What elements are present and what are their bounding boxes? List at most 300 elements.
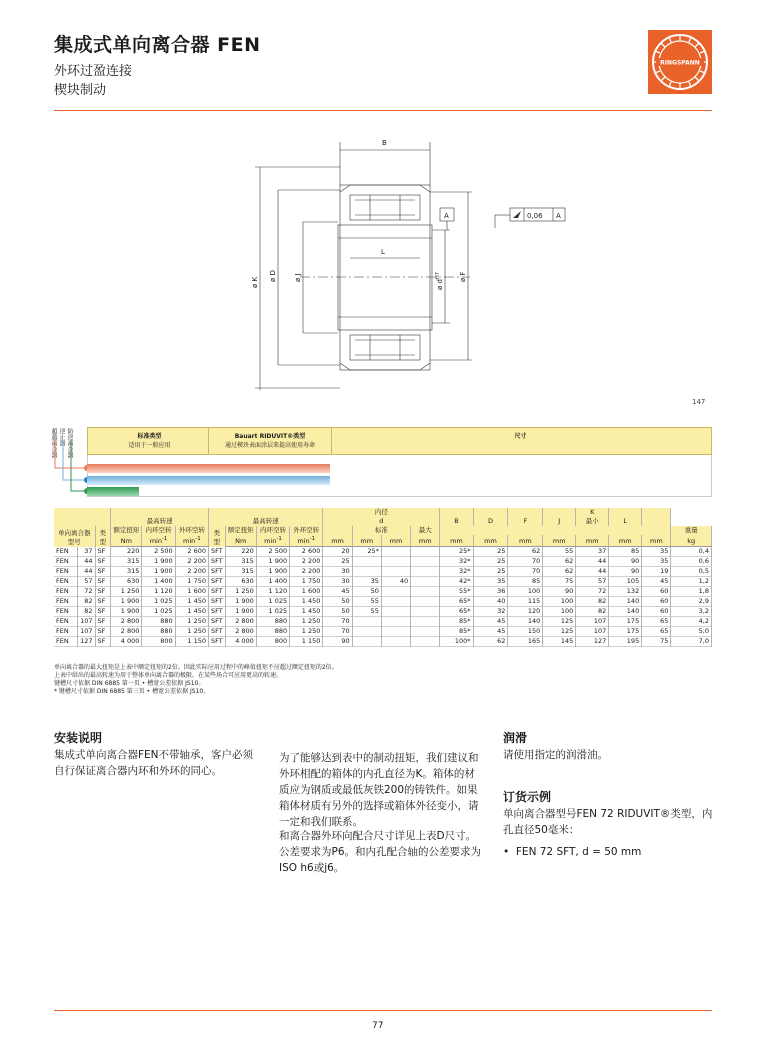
unit-mm: mm	[609, 535, 642, 547]
order-bullet	[503, 844, 713, 860]
table-cell: 44	[78, 557, 95, 567]
table-cell: 0,4	[671, 547, 712, 557]
dim-label-l: L	[381, 248, 385, 256]
table-cell: 2 800	[111, 617, 142, 627]
table-cell: 1 900	[225, 607, 256, 617]
col-standard-title: 标准类型	[137, 433, 162, 440]
table-cell: 72	[576, 587, 609, 597]
table-cell: 2 800	[225, 617, 256, 627]
unit-nm: Nm	[111, 535, 142, 547]
table-cell: 100*	[440, 637, 473, 647]
table-cell: SF	[95, 587, 111, 597]
table-cell: 70	[323, 627, 352, 637]
table-cell: 1 600	[175, 587, 208, 597]
table-cell: 62	[543, 557, 576, 567]
table-cell: 880	[256, 617, 289, 627]
table-cell: FEN	[54, 637, 78, 647]
unit-min-2: $\min^{-1}$	[175, 535, 208, 547]
table-cell: 50	[323, 597, 352, 607]
table-cell: SF	[95, 617, 111, 627]
table-cell: 30	[323, 577, 352, 587]
unit-mm: mm	[323, 535, 352, 547]
th-max-speed-standard: 最高转速	[111, 508, 209, 526]
table-cell: 1 450	[290, 607, 323, 617]
table-cell: 127	[576, 637, 609, 647]
dim-label-j: ø J	[294, 273, 302, 282]
table-cell: 1 250	[111, 587, 142, 597]
table-cell: 880	[142, 617, 175, 627]
table-cell: 1 250	[175, 617, 208, 627]
table-cell: 1 750	[175, 577, 208, 587]
table-cell: 82	[78, 607, 95, 617]
table-cell: FEN	[54, 597, 78, 607]
table-cell: 45	[323, 587, 352, 597]
table-cell: 5,0	[671, 627, 712, 637]
table-cell	[381, 587, 410, 597]
table-cell: 90	[609, 567, 642, 577]
dim-label-d-bore: ø $d^{H7}$	[435, 272, 444, 290]
th-f: F	[508, 508, 543, 526]
table-row	[54, 547, 712, 557]
table-cell: 800	[256, 637, 289, 647]
table-cell	[381, 557, 410, 567]
table-row	[54, 567, 712, 577]
unit-mm: mm	[508, 535, 543, 547]
table-cell: 30	[323, 567, 352, 577]
table-cell: FEN	[54, 587, 78, 597]
table-cell: 1 900	[142, 567, 175, 577]
table-cell: SF	[95, 547, 111, 557]
table-row	[54, 557, 712, 567]
table-cell: 55	[543, 547, 576, 557]
table-cell-pad	[411, 587, 440, 597]
table-cell: 315	[225, 557, 256, 567]
unit-mm: mm	[411, 535, 440, 547]
th-d: D	[473, 508, 508, 526]
col-riduvit-sub: 通过楔块表面涂层来提高使用寿命	[224, 442, 315, 449]
table-cell: 60	[642, 607, 671, 617]
unit-min-1: $\min^{-1}$	[142, 535, 175, 547]
unit-mm: mm	[642, 535, 671, 547]
table-cell: 315	[225, 567, 256, 577]
table-cell: 85	[508, 577, 543, 587]
table-cell: 4 000	[111, 637, 142, 647]
table-cell: 20	[323, 547, 352, 557]
table-cell: 1 120	[142, 587, 175, 597]
table-cell: 25	[473, 547, 508, 557]
table-cell: 42*	[440, 577, 473, 587]
th-k: K 最小	[576, 508, 609, 526]
table-cell: 50	[323, 607, 352, 617]
unit-kg: kg	[671, 535, 712, 547]
page-title: 集成式单向离合器 FEN	[54, 34, 261, 56]
table-cell: FEN	[54, 617, 78, 627]
datum-label-a: A	[444, 212, 449, 220]
table-cell: 0,5	[671, 567, 712, 577]
table-cell: 60	[642, 587, 671, 597]
table-row	[54, 587, 712, 597]
table-cell	[352, 637, 381, 647]
table-cell: 65	[642, 627, 671, 637]
table-cell: SF	[95, 577, 111, 587]
table-cell: 4 000	[225, 637, 256, 647]
table-cell: 25*	[440, 547, 473, 557]
table-cell	[381, 607, 410, 617]
dim-label-k: ø K	[251, 276, 259, 288]
table-cell-pad	[411, 627, 440, 637]
th-bore-max: 最大	[411, 526, 440, 535]
th-size: 单向离合器型号	[54, 526, 95, 547]
table-cell: 35	[642, 547, 671, 557]
table-cell: 2 500	[142, 547, 175, 557]
table-cell: 36	[473, 587, 508, 597]
table-cell: 4,2	[671, 617, 712, 627]
table-row	[54, 637, 712, 647]
col-dimensions-title: 尺寸	[514, 433, 527, 440]
th-torque-2: 额定扭矩	[225, 526, 256, 535]
table-cell: 72	[78, 587, 95, 597]
table-cell: FEN	[54, 547, 78, 557]
application-connectors	[52, 440, 92, 498]
table-cell: 165	[508, 637, 543, 647]
table-cell: 2 500	[256, 547, 289, 557]
ringspann-logo	[648, 30, 712, 94]
table-cell: 90	[543, 587, 576, 597]
table-cell: SFT	[208, 557, 225, 567]
table-cell: 107	[78, 617, 95, 627]
table-cell: 35	[642, 557, 671, 567]
note-3: 键槽尺寸依据 DIN 6885 第一页 • 槽宽公差依据 JS10。	[54, 680, 205, 687]
table-cell: 40	[473, 597, 508, 607]
table-cell: 125	[543, 617, 576, 627]
table-cell: 50	[352, 587, 381, 597]
table-cell: 25	[323, 557, 352, 567]
table-cell: 32*	[440, 567, 473, 577]
table-cell: 315	[111, 557, 142, 567]
table-cell: 880	[142, 627, 175, 637]
bullet-icon: •	[503, 846, 510, 858]
table-cell: 85*	[440, 617, 473, 627]
subtitle-line-1: 外环过盈连接	[54, 64, 133, 79]
table-cell: SFT	[208, 627, 225, 637]
table-cell: 1 250	[225, 587, 256, 597]
table-cell: SFT	[208, 597, 225, 607]
page-code: 147	[692, 398, 706, 406]
table-cell: 630	[225, 577, 256, 587]
table-cell: 19	[642, 567, 671, 577]
table-cell: 75	[642, 637, 671, 647]
table-cell: 175	[609, 627, 642, 637]
table-cell: 90	[323, 637, 352, 647]
table-cell: 105	[609, 577, 642, 587]
table-cell: 2,9	[671, 597, 712, 607]
table-cell: 1,8	[671, 587, 712, 597]
table-cell: 35	[352, 577, 381, 587]
table-cell: 315	[111, 567, 142, 577]
table-cell: 880	[256, 627, 289, 637]
th-inner-speed: 内环空转	[142, 526, 175, 535]
table-cell	[352, 617, 381, 627]
table-cell: 1 450	[175, 607, 208, 617]
table-cell: FEN	[54, 607, 78, 617]
th-bore-standard: 标准	[352, 526, 410, 535]
table-row	[54, 577, 712, 587]
lubrication-heading: 润滑	[503, 731, 528, 745]
table-cell: 2 200	[290, 567, 323, 577]
unit-mm: mm	[381, 535, 410, 547]
th-j: J	[543, 508, 576, 526]
table-cell	[352, 567, 381, 577]
table-cell: 25	[473, 567, 508, 577]
table-cell: 85*	[440, 627, 473, 637]
table-cell: 1 900	[111, 607, 142, 617]
install-para-2: 为了能够达到表中的制动扭矩，我们建议和外环相配的箱体的内孔直径为K。箱体的材质应为钢质或最低灰铁200的铸铁件。如果箱体材质有另外的选择或箱体外径变小，请一定和我们联系。	[279, 752, 479, 828]
table-cell-pad	[411, 567, 440, 577]
table-cell: 32	[473, 607, 508, 617]
table-cell: 32*	[440, 557, 473, 567]
table-cell: 1 150	[290, 637, 323, 647]
table-cell: 107	[78, 627, 95, 637]
table-row	[54, 617, 712, 627]
table-cell: 1 900	[111, 597, 142, 607]
table-cell: 70	[323, 617, 352, 627]
clutch-section-drawing	[240, 130, 580, 395]
table-cell: 100	[543, 607, 576, 617]
table-cell: 2 600	[175, 547, 208, 557]
table-cell: 2 800	[225, 627, 256, 637]
table-cell: 1 150	[175, 637, 208, 647]
dim-label-d-outer: ø D	[269, 270, 277, 282]
table-cell	[381, 597, 410, 607]
table-cell	[381, 627, 410, 637]
table-cell: 1 450	[290, 597, 323, 607]
th-outer-speed-2: 外环空转	[290, 526, 323, 535]
table-cell: 800	[142, 637, 175, 647]
unit-min-4: $\min^{-1}$	[290, 535, 323, 547]
table-cell-pad	[411, 557, 440, 567]
table-cell: SFT	[208, 567, 225, 577]
table-cell: 3,2	[671, 607, 712, 617]
table-cell: 60	[642, 597, 671, 607]
table-cell: 45	[473, 617, 508, 627]
table-cell: 70	[508, 567, 543, 577]
table-cell: 100	[543, 597, 576, 607]
table-cell: 44	[576, 557, 609, 567]
table-cell: 175	[609, 617, 642, 627]
header-rule	[54, 110, 712, 111]
table-cell: 195	[609, 637, 642, 647]
th-type: 类型	[95, 526, 111, 547]
table-cell: 2 200	[290, 557, 323, 567]
table-cell: 220	[225, 547, 256, 557]
unit-mm: mm	[473, 535, 508, 547]
table-cell: 1 025	[142, 597, 175, 607]
table-cell: 100	[508, 587, 543, 597]
table-cell: 7,0	[671, 637, 712, 647]
table-cell: SFT	[208, 547, 225, 557]
table-cell: SFT	[208, 637, 225, 647]
table-cell	[381, 567, 410, 577]
table-cell: FEN	[54, 567, 78, 577]
table-cell: SF	[95, 567, 111, 577]
table-cell: 115	[508, 597, 543, 607]
table-cell	[352, 627, 381, 637]
table-cell: SF	[95, 637, 111, 647]
table-cell: 25*	[352, 547, 381, 557]
table-cell: 45	[473, 627, 508, 637]
table-cell-pad	[411, 607, 440, 617]
spec-table	[54, 508, 712, 647]
table-cell: 1,2	[671, 577, 712, 587]
table-cell: 40	[381, 577, 410, 587]
col-riduvit-title: Bauart RIDUVIT®类型	[234, 433, 306, 440]
table-cell: SFT	[208, 587, 225, 597]
table-cell: 1 400	[256, 577, 289, 587]
table-cell: 1 025	[142, 607, 175, 617]
th-b: B	[440, 508, 473, 526]
table-cell: 82	[78, 597, 95, 607]
table-cell: 90	[609, 557, 642, 567]
table-cell: FEN	[54, 557, 78, 567]
table-cell: 2 200	[175, 567, 208, 577]
stripe-backstop	[87, 476, 330, 485]
table-cell-pad	[411, 597, 440, 607]
table-cell: 65	[642, 617, 671, 627]
table-cell: 65*	[440, 597, 473, 607]
table-cell-pad	[411, 577, 440, 587]
th-type-2: 类型	[208, 526, 225, 547]
table-cell: 82	[576, 607, 609, 617]
table-cell	[352, 557, 381, 567]
table-cell: 140	[609, 607, 642, 617]
th-bore: 内径 d	[323, 508, 440, 526]
unit-mm: mm	[576, 535, 609, 547]
table-cell: 1 250	[175, 627, 208, 637]
table-cell: 55	[352, 607, 381, 617]
table-cell: 25	[473, 557, 508, 567]
table-cell: 1 250	[290, 617, 323, 627]
table-cell: FEN	[54, 627, 78, 637]
table-cell	[381, 547, 410, 557]
table-cell: 57	[576, 577, 609, 587]
lubrication-text: 请使用指定的润滑油。	[503, 749, 608, 761]
th-weight: 重量	[671, 526, 712, 535]
table-cell: 107	[576, 627, 609, 637]
table-cell: 1 120	[256, 587, 289, 597]
install-heading: 安装说明	[54, 731, 103, 745]
table-cell: 62	[508, 547, 543, 557]
table-cell: SFT	[208, 577, 225, 587]
page-subtitle	[54, 62, 132, 100]
logo-text: RINGSPANN	[660, 59, 700, 67]
table-cell: 1 400	[142, 577, 175, 587]
table-notes	[54, 664, 338, 696]
col-standard-sub: 适用于一般应用	[128, 442, 171, 449]
th-outer-speed: 外环空转	[175, 526, 208, 535]
runout-arrow-icon	[513, 211, 521, 218]
table-cell: 0,6	[671, 557, 712, 567]
table-cell: SF	[95, 557, 111, 567]
table-cell: 132	[609, 587, 642, 597]
table-cell: 127	[78, 637, 95, 647]
tolerance-datum-ref: A	[556, 212, 561, 220]
table-cell: SFT	[208, 607, 225, 617]
table-cell: 1 900	[256, 557, 289, 567]
subtitle-line-2: 楔块制动	[54, 83, 107, 98]
table-cell: 37	[576, 547, 609, 557]
th-torque: 额定扭矩	[111, 526, 142, 535]
table-cell: 1 025	[256, 597, 289, 607]
table-cell: 70	[508, 557, 543, 567]
table-cell: 125	[543, 627, 576, 637]
table-cell: 1 450	[175, 597, 208, 607]
dim-label-b: B	[382, 139, 387, 147]
table-cell: 1 600	[290, 587, 323, 597]
table-cell: FEN	[54, 577, 78, 587]
table-cell: 145	[543, 637, 576, 647]
vlabel-backstop: 逆止器	[58, 428, 65, 446]
table-cell: 35	[473, 577, 508, 587]
table-row	[54, 627, 712, 637]
table-cell: 44	[576, 567, 609, 577]
table-cell: SFT	[208, 617, 225, 627]
table-cell: 1 750	[290, 577, 323, 587]
vlabel-overrunning: 超越离合器	[50, 428, 57, 458]
table-cell: 82	[576, 597, 609, 607]
table-row	[54, 597, 712, 607]
table-cell: 57	[78, 577, 95, 587]
install-para-1: 集成式单向离合器FEN不带轴承，客户必须自行保证离合器内环和外环的同心。	[54, 749, 254, 777]
table-cell: 140	[609, 597, 642, 607]
table-cell: 1 250	[290, 627, 323, 637]
note-1: 单向离合器的最大扭矩是上表中额定扭矩的2倍。因此实际应用过程中的峰值扭矩不应超过额定扭矩的2倍。	[54, 664, 338, 671]
footer-rule	[54, 1010, 712, 1011]
table-cell	[381, 637, 410, 647]
table-cell-pad	[411, 547, 440, 557]
table-cell	[381, 617, 410, 627]
table-cell: SF	[95, 607, 111, 617]
table-cell-pad	[411, 637, 440, 647]
table-cell: 140	[508, 617, 543, 627]
table-cell: 37	[78, 547, 95, 557]
table-cell: 630	[111, 577, 142, 587]
th-l: L	[609, 508, 642, 526]
logo-emblem-icon	[648, 30, 712, 94]
table-cell: 62	[473, 637, 508, 647]
table-cell: 85	[609, 547, 642, 557]
table-cell: 1 025	[256, 607, 289, 617]
unit-mm: mm	[440, 535, 473, 547]
table-cell: 65*	[440, 607, 473, 617]
unit-mm: mm	[543, 535, 576, 547]
table-cell: 220	[111, 547, 142, 557]
table-cell: 55*	[440, 587, 473, 597]
order-text: 单向离合器型号FEN 72 RIDUVIT®类型，内孔直径50毫米：	[503, 808, 713, 836]
table-row	[54, 607, 712, 617]
table-cell: SF	[95, 627, 111, 637]
stripe-indexing	[87, 487, 139, 496]
unit-nm-2: Nm	[225, 535, 256, 547]
note-4: * 键槽尺寸依据 DIN 6885 第三页 • 槽宽公差依据 JS10。	[54, 688, 210, 695]
table-cell: 1 900	[256, 567, 289, 577]
table-cell: 107	[576, 617, 609, 627]
table-cell: 55	[352, 597, 381, 607]
table-cell: 2 200	[175, 557, 208, 567]
order-bullet-text: FEN 72 SFT, d = 50 mm	[515, 846, 642, 858]
table-cell: 44	[78, 567, 95, 577]
table-cell-pad	[411, 617, 440, 627]
table-cell: 1 900	[142, 557, 175, 567]
